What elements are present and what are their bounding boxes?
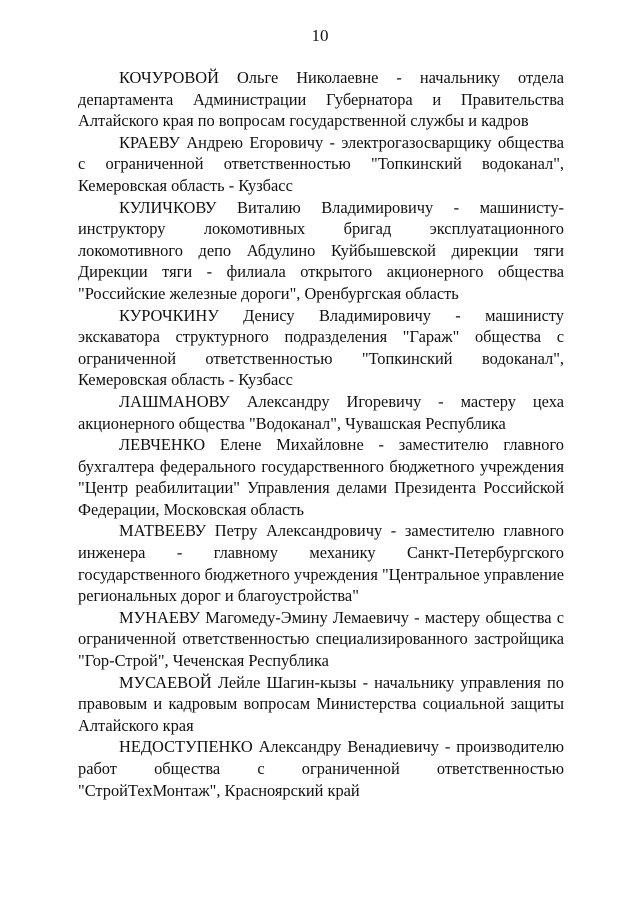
award-entry: ЛЕВЧЕНКО Елене Михайловне - заместителю главного бухгалтера федерального государственного бюджетного учреждения "Центр реабилитации" Управления делами Президента Российской Федерации, Московская область: [78, 435, 564, 519]
award-entry: КОЧУРОВОЙ Ольге Николаевне - начальнику отдела департамента Администрации Губернатора и Правительства Алтайского края по вопросам государственной службы и кадров: [78, 68, 564, 131]
award-entry: ЛАШМАНОВУ Александру Игоревичу - мастеру цеха акционерного общества "Водоканал", Чувашская Республика: [78, 391, 564, 433]
award-entry: КРАЕВУ Андрею Егоровичу - электрогазосварщику общества с ограниченной ответственностью "Топкинский водоканал", Кемеровская область - Кузбасс: [78, 132, 564, 195]
award-entry: МАТВЕЕВУ Петру Александровичу - заместителю главного инженера - главному механику Санкт-Петербургского государственного бюджетного учреждения "Центральное управление региональных дорог и благоустройства": [78, 521, 564, 606]
award-entry: КУРОЧКИНУ Денису Владимировичу - машинисту экскаватора структурного подразделения "Гараж" общества с ограниченной ответственностью "Топкинский водоканал", Кемеровская область - Кузбасс: [78, 305, 564, 390]
award-entry: НЕДОСТУПЕНКО Александру Венадиевичу - производителю работ общества с ограниченной ответственностью "СтройТехМонтаж", Красноярский край: [78, 737, 564, 800]
award-entry: КУЛИЧКОВУ Виталию Владимировичу - машинисту-инструктору локомотивных бригад эксплуатационного локомотивного депо Абдулино Куйбышевской дирекции тяги Дирекции тяги - филиала открытого акционерного общества "Российские железные дороги", Оренбургская область: [78, 197, 564, 303]
award-entry: МУСАЕВОЙ Лейле Шагин-кызы - начальнику управления по правовым и кадровым вопросам Министерства социальной защиты Алтайского края: [78, 672, 564, 735]
award-entry: МУНАЕВУ Магомеду-Эмину Лемаевичу - мастеру общества с ограниченной ответственностью специализированного застройщика "Гор-Строй", Чеченская Республика: [78, 607, 564, 671]
page-number: 10: [311, 26, 329, 45]
award-list: [78, 67, 564, 801]
